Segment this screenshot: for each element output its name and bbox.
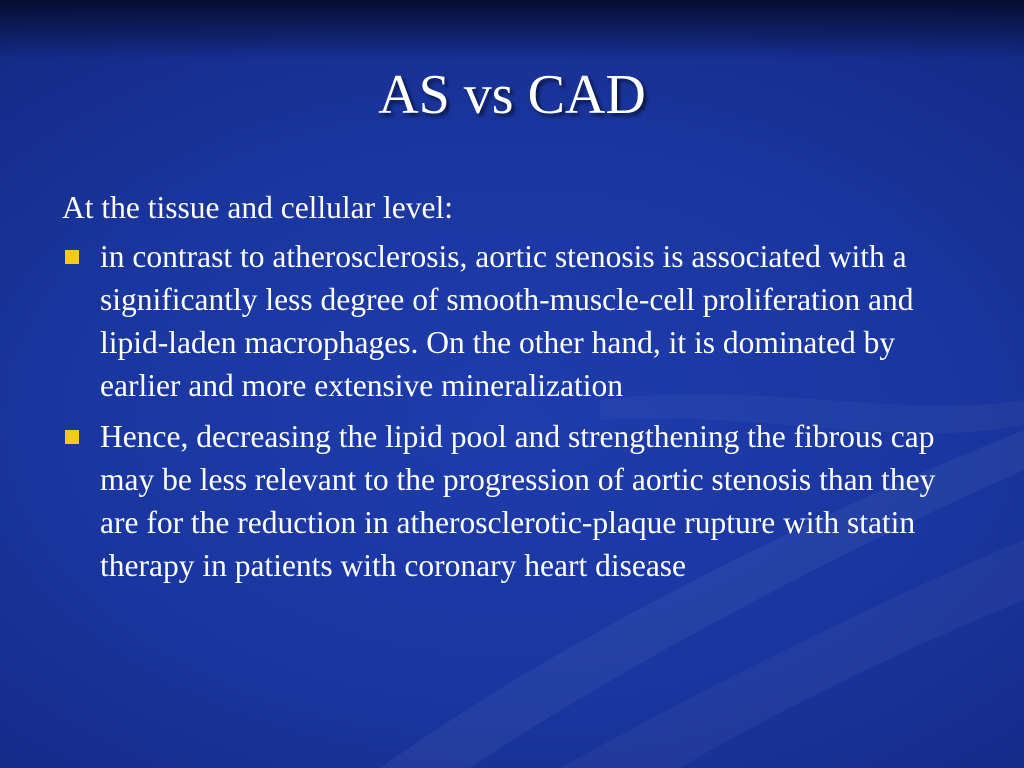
bullet-item bbox=[62, 235, 962, 407]
bullet-text: Hence, decreasing the lipid pool and strengthening the fibrous cap may be less relevant to the progression of aortic stenosis than they are for the reduction in atherosclerotic-plaque rupture with statin therapy in patients with coronary heart disease bbox=[100, 419, 936, 583]
square-bullet-icon bbox=[65, 430, 79, 444]
bullet-item bbox=[62, 415, 962, 587]
slide-title: AS vs CAD bbox=[378, 64, 646, 126]
intro-text: At the tissue and cellular level: bbox=[62, 190, 453, 225]
square-bullet-icon bbox=[65, 250, 79, 264]
bullet-list bbox=[62, 235, 962, 587]
bullet-text: in contrast to atherosclerosis, aortic stenosis is associated with a significantly less degree of smooth-muscle-cell proliferation and lipid-laden macrophages. On the other hand, it is dominated by earlier and more extensive mineralization bbox=[100, 239, 914, 403]
slide-body bbox=[62, 186, 962, 595]
